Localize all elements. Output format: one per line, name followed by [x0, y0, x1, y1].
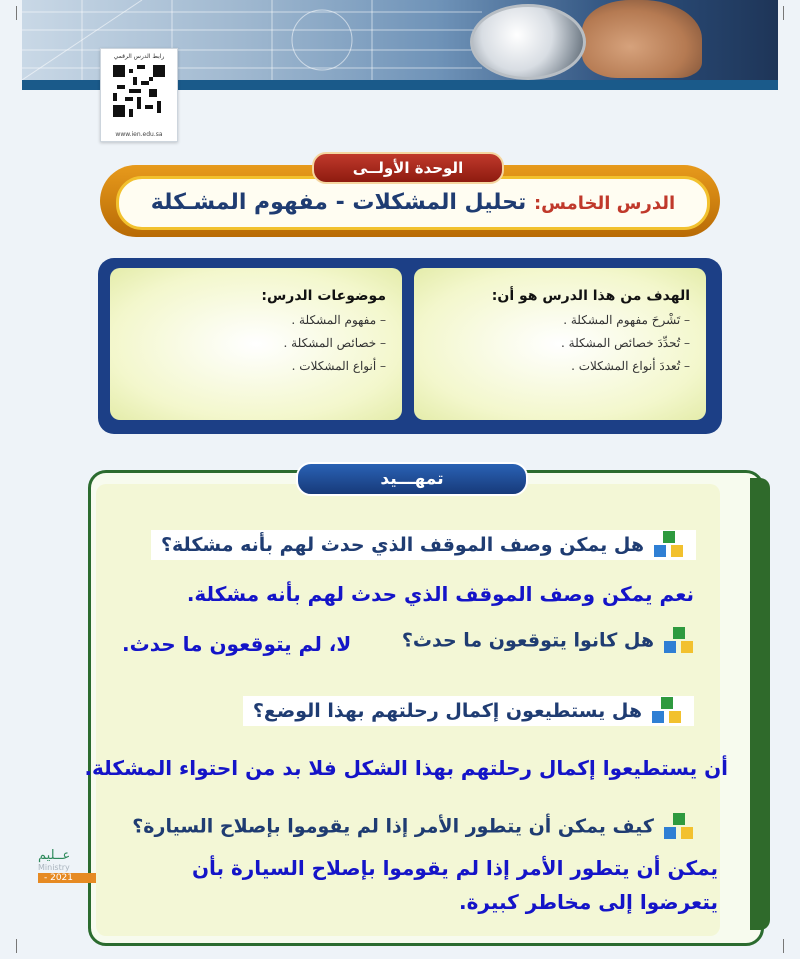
question-1 — [151, 530, 696, 560]
cubes-icon — [650, 696, 684, 726]
objective-item: – تُعددَ أنواع المشكلات . — [571, 359, 690, 373]
answer-4-line-2: يتعرضوا إلى مخاطر كبيرة. — [458, 890, 718, 914]
objective-item: – تُحدِّدَ خصائص المشكلة . — [561, 336, 690, 350]
blueprint-graphic — [22, 0, 482, 80]
crop-mark — [783, 939, 798, 953]
topic-item: – أنواع المشكلات . — [291, 359, 386, 373]
logo-text: عــليم — [38, 848, 71, 863]
cubes-icon — [662, 626, 696, 656]
answer-2: لا، لم يتوقعون ما حدث. — [122, 632, 352, 656]
objectives-heading: الهدف من هذا الدرس هو أن: — [491, 288, 690, 304]
pocket-watch-image — [470, 4, 586, 80]
topic-item: – مفهوم المشكلة . — [291, 313, 386, 327]
qr-title: رابط الدرس الرقمي — [113, 53, 165, 60]
qr-code-icon — [113, 65, 165, 117]
objective-item: – تَشْرحَ مفهوم المشكلة . — [563, 313, 690, 327]
cubes-icon — [652, 530, 686, 560]
qr-url: www.ien.edu.sa — [115, 131, 163, 138]
crop-mark — [2, 6, 17, 20]
intro-side-bar — [750, 478, 770, 930]
crop-mark — [2, 939, 17, 953]
topics-heading: موضوعات الدرس: — [261, 288, 386, 304]
question-4 — [132, 812, 696, 842]
answer-4-line-1: يمكن أن يتطور الأمر إذا لم يقوموا بإصلاح السيارة بأن — [191, 856, 718, 880]
logo-subtext: Ministry — [38, 863, 70, 872]
answer-1: نعم يمكن وصف الموقف الذي حدث لهم بأنه مشكلة. — [186, 582, 694, 606]
lesson-number: الدرس الخامس: — [533, 193, 676, 214]
question-text: هل يستطيعون إكمال رحلتهم بهذا الوضع؟ — [252, 699, 642, 722]
intro-label: تمهـــيد — [296, 462, 528, 496]
question-text: كيف يمكن أن يتطور الأمر إذا لم يقوموا بإصلاح السيارة؟ — [132, 815, 654, 838]
qr-code-card[interactable] — [100, 48, 178, 142]
objectives-panel — [414, 268, 706, 420]
lesson-title-box — [116, 176, 710, 230]
cubes-icon — [662, 812, 696, 842]
topics-panel — [110, 268, 402, 420]
logo-year: 2021 - — [38, 873, 96, 883]
question-2 — [402, 626, 696, 656]
ministry-logo — [38, 848, 96, 892]
lesson-title: تحليل المشكلات - مفهوم المشـكلة — [150, 190, 527, 215]
unit-label: الوحدة الأولــى — [312, 152, 504, 184]
answer-3: أن يستطيعوا إكمال رحلتهم بهذا الشكل فلا بد من احتواء المشكلة. — [84, 756, 728, 780]
question-text: هل يمكن وصف الموقف الذي حدث لهم بأنه مشكلة؟ — [161, 533, 644, 556]
question-text: هل كانوا يتوقعون ما حدث؟ — [401, 629, 654, 652]
crop-mark — [783, 6, 798, 20]
question-3 — [243, 696, 694, 726]
hand-image — [582, 0, 702, 78]
topic-item: – خصائص المشكلة . — [283, 336, 386, 350]
